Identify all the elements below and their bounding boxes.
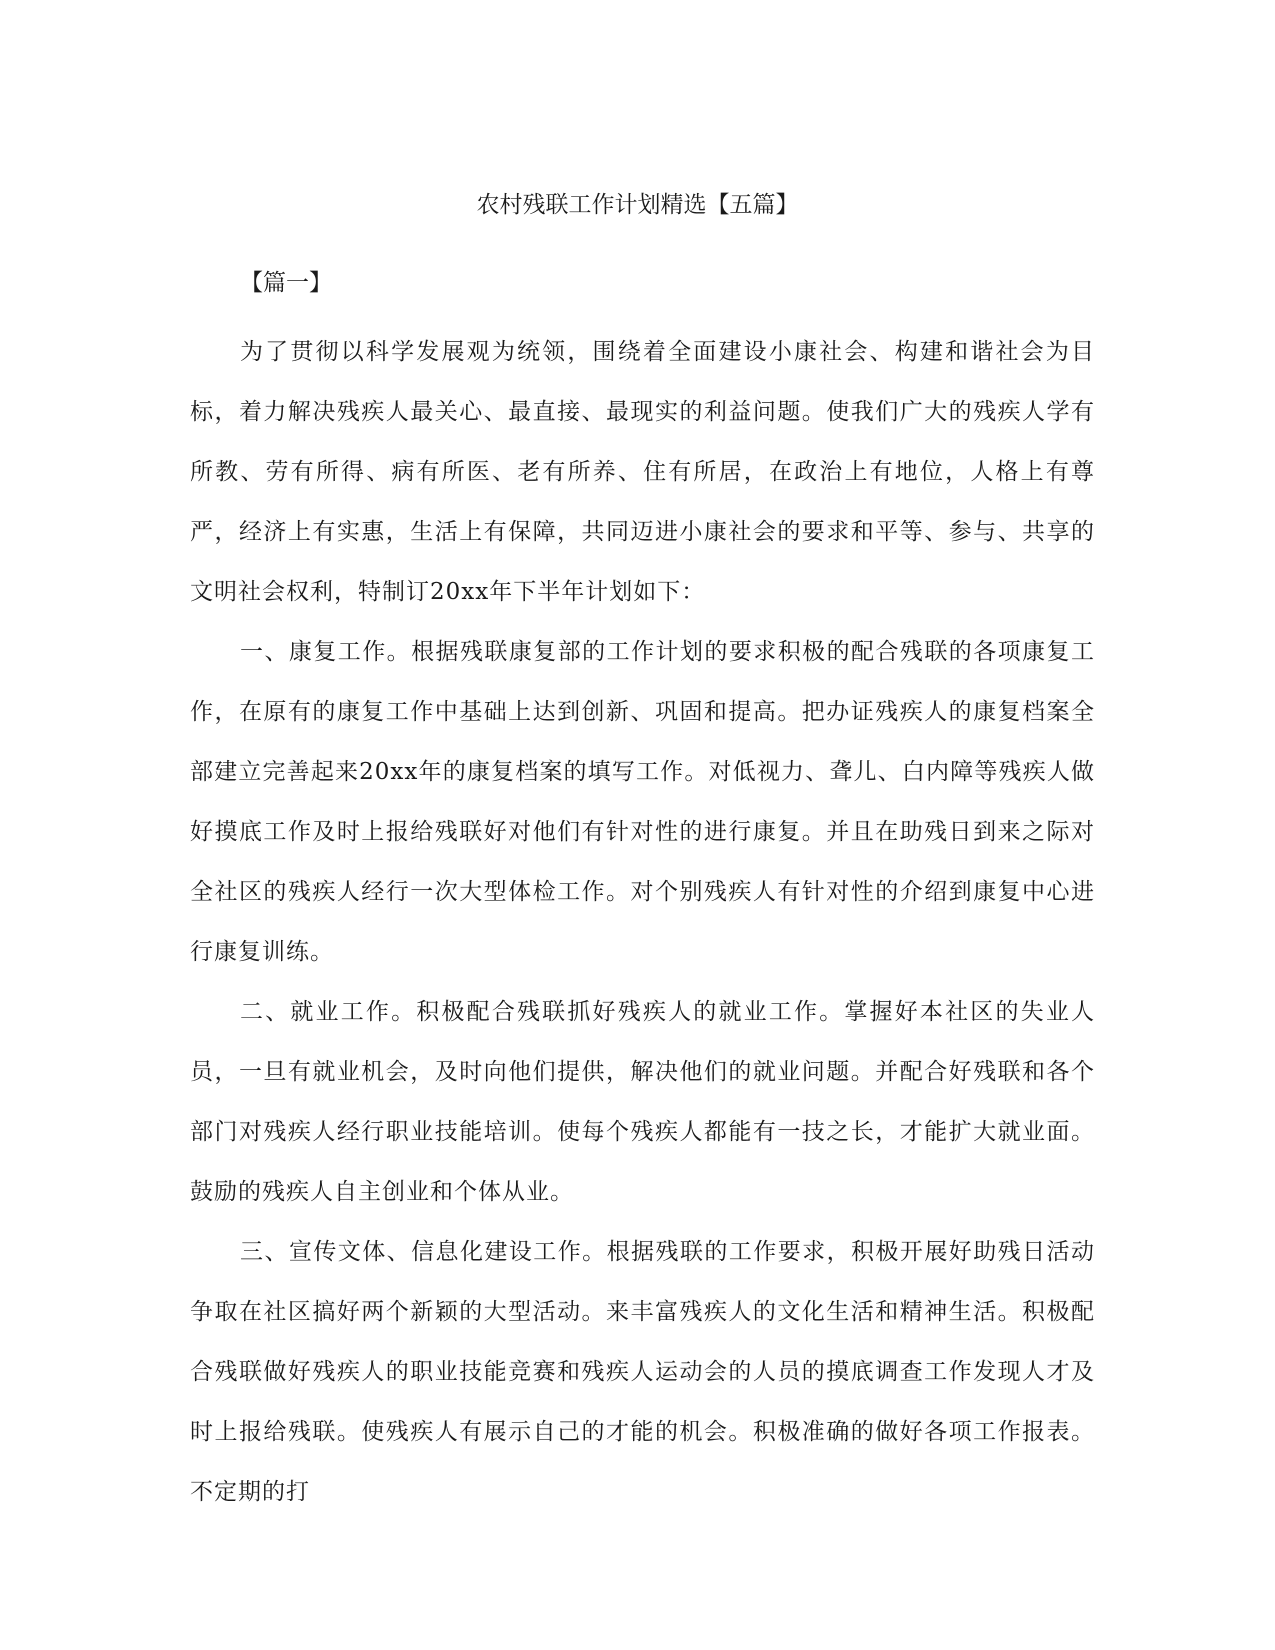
paragraph-publicity: 三、宣传文体、信息化建设工作。根据残联的工作要求，积极开展好助残日活动争取在社区搞好两个新颖的大型活动。来丰富残疾人的文化生活和精神生活。积极配合残联做好残疾人的职业技能竞赛和残疾人运动会的人员的摸底调查工作发现人才及时上报给残联。使残疾人有展示自己的才能的机会。积极准确的做好各项工作报表。不定期的打 (190, 1239, 1095, 1505)
paragraph-intro: 为了贯彻以科学发展观为统领，围绕着全面建设小康社会、构建和谐社会为目标，着力解决残疾人最关心、最直接、最现实的利益问题。使我们广大的残疾人学有所教、劳有所得、病有所医、老有所养、住有所居，在政治上有地位，人格上有尊严，经济上有实惠，生活上有保障，共同迈进小康社会的要求和平等、参与、共享的文明社会权利，特制订20xx年下半年计划如下： (190, 339, 1095, 605)
document-body (190, 322, 1095, 1522)
paragraph-rehabilitation: 一、康复工作。根据残联康复部的工作计划的要求积极的配合残联的各项康复工作，在原有的康复工作中基础上达到创新、巩固和提高。把办证残疾人的康复档案全部建立完善起来20xx年的康复档案的填写工作。对低视力、聋儿、白内障等残疾人做好摸底工作及时上报给残联好对他们有针对性的进行康复。并且在助残日到来之际对全社区的残疾人经行一次大型体检工作。对个别残疾人有针对性的介绍到康复中心进行康复训练。 (190, 639, 1095, 965)
paragraph-employment: 二、就业工作。积极配合残联抓好残疾人的就业工作。掌握好本社区的失业人员，一旦有就业机会，及时向他们提供，解决他们的就业问题。并配合好残联和各个部门对残疾人经行职业技能培训。使每个残疾人都能有一技之长，才能扩大就业面。鼓励的残疾人自主创业和个体从业。 (190, 999, 1095, 1205)
section-heading: 【篇一】 (240, 270, 332, 296)
document-title: 农村残联工作计划精选【五篇】 (476, 192, 799, 218)
